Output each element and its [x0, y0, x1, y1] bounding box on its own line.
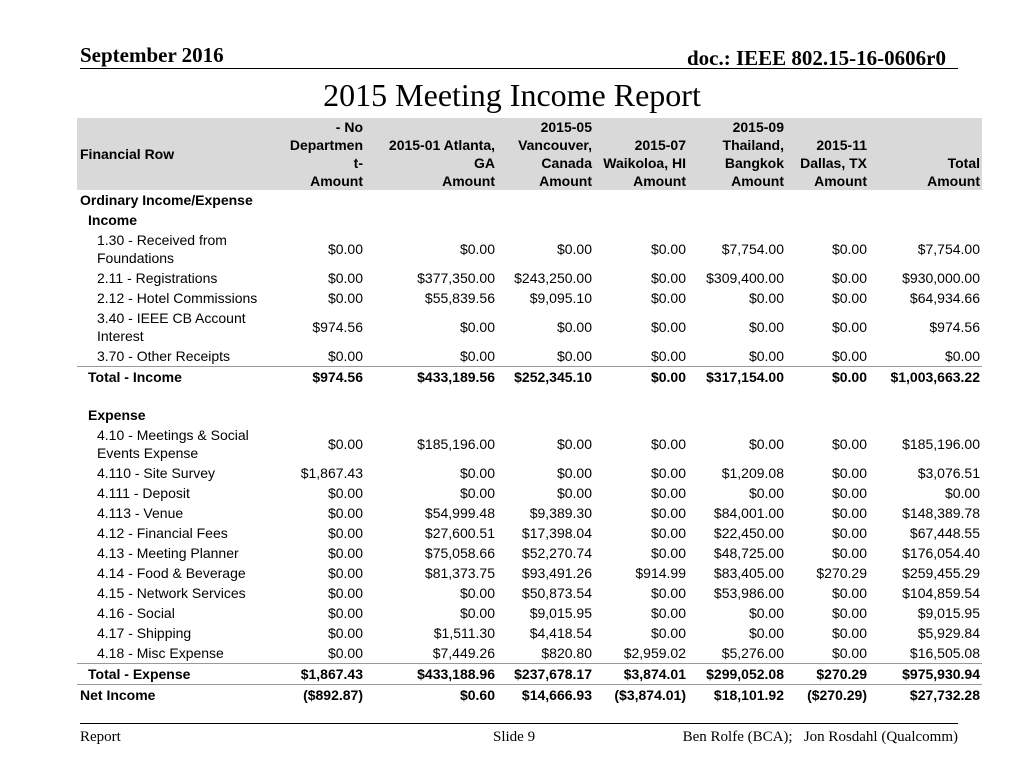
cell-value: $0.00	[327, 605, 363, 621]
row-label: 4.14 - Food & Beverage	[97, 565, 246, 581]
cell-value: $3,076.51	[917, 465, 980, 481]
table-row	[77, 308, 982, 346]
cell-value: $0.00	[327, 545, 363, 561]
table-row	[77, 346, 982, 367]
table-row	[77, 288, 982, 308]
cell-value: $0.00	[327, 585, 363, 601]
cell-value: $0.00	[831, 436, 867, 452]
section-row-ordinary	[77, 190, 982, 210]
cell-value: $1,867.43	[300, 465, 363, 481]
cell-value: $0.00	[556, 485, 592, 501]
cell-value: $377,350.00	[417, 270, 495, 286]
row-label: 4.113 - Venue	[97, 505, 184, 521]
cell-value: $820.80	[541, 645, 592, 661]
cell-value: $4,418.54	[529, 625, 592, 641]
cell-value: $0.00	[831, 645, 867, 661]
cell-value: $0.00	[650, 545, 686, 561]
cell-value: $53,986.00	[713, 585, 784, 601]
header-financial-row: Financial Row	[77, 118, 280, 190]
cell-value: $9,389.30	[529, 505, 592, 521]
cell-value: $0.00	[459, 241, 495, 257]
cell-value: $185,196.00	[902, 436, 980, 452]
table-row	[77, 230, 982, 268]
row-label: 3.70 - Other Receipts	[97, 348, 231, 364]
cell-value: $0.00	[459, 465, 495, 481]
cell-value: $67,448.55	[909, 525, 980, 541]
cell-value: $0.00	[831, 348, 867, 364]
table-row	[77, 583, 982, 603]
cell-value: $0.00	[650, 585, 686, 601]
cell-value: $0.00	[650, 348, 686, 364]
cell-value: $50,873.54	[521, 585, 592, 601]
footer-authors: Ben Rolfe (BCA); Jon Rosdahl (Qualcomm)	[682, 729, 958, 745]
cell-value: $1,511.30	[433, 625, 495, 641]
cell-value: $55,839.56	[424, 290, 495, 306]
cell-value: $974.56	[280, 367, 365, 388]
cell-value: $7,754.00	[721, 241, 784, 257]
cell-value: $3,874.01	[594, 664, 688, 685]
cell-value: $1,003,663.22	[869, 367, 982, 388]
cell-value: $0.60	[365, 685, 497, 706]
cell-value: $9,015.95	[917, 605, 980, 621]
cell-value: ($892.87)	[280, 685, 365, 706]
row-label: Ordinary Income/Expense	[80, 192, 253, 208]
cell-value: $975,930.94	[869, 664, 982, 685]
cell-value: $0.00	[786, 367, 869, 388]
cell-value: $0.00	[650, 241, 686, 257]
row-label: Total - Income	[77, 367, 280, 388]
header-doc-id: doc.: IEEE 802.15-16-0606r0	[687, 46, 946, 70]
table-row	[77, 603, 982, 623]
header-dallas: 2015-11 Dallas, TX Amount	[786, 118, 869, 190]
row-label: 4.111 - Deposit	[97, 485, 190, 501]
cell-value: $0.00	[327, 645, 363, 661]
cell-value: ($270.29)	[786, 685, 869, 706]
cell-value: $148,389.78	[902, 505, 980, 521]
header-total: Total Amount	[869, 118, 982, 190]
row-label: Income	[88, 212, 138, 228]
cell-value: $83,405.00	[713, 565, 784, 581]
cell-value: $0.00	[650, 436, 686, 452]
cell-value: $0.00	[556, 436, 592, 452]
footer-divider	[80, 723, 958, 724]
header-date: September 2016	[80, 43, 224, 67]
cell-value: $0.00	[327, 525, 363, 541]
row-label: 4.13 - Meeting Planner	[97, 545, 239, 561]
section-row-income	[77, 210, 982, 230]
cell-value: $0.00	[650, 319, 686, 335]
cell-value: $14,666.93	[497, 685, 594, 706]
header-waikoloa: 2015-07 Waikoloa, HI Amount	[594, 118, 688, 190]
income-report-table	[77, 118, 982, 705]
row-label: 4.10 - Meetings & Social Events Expense	[97, 427, 249, 461]
cell-value: $237,678.17	[497, 664, 594, 685]
cell-value: $0.00	[748, 319, 784, 335]
cell-value: $52,270.74	[521, 545, 592, 561]
table-header-row	[77, 118, 982, 190]
cell-value: $0.00	[831, 270, 867, 286]
cell-value: $0.00	[748, 625, 784, 641]
cell-value: $0.00	[556, 241, 592, 257]
cell-value: $81,373.75	[424, 565, 495, 581]
cell-value: $9,015.95	[529, 605, 592, 621]
cell-value: $7,449.26	[432, 645, 495, 661]
row-label: 4.17 - Shipping	[97, 625, 192, 641]
cell-value: $0.00	[556, 348, 592, 364]
cell-value: $0.00	[650, 505, 686, 521]
net-income-row	[77, 685, 982, 706]
cell-value: $0.00	[831, 505, 867, 521]
row-label: 4.110 - Site Survey	[97, 465, 216, 481]
table-row	[77, 425, 982, 463]
table-row	[77, 543, 982, 563]
cell-value: $974.56	[312, 319, 363, 335]
cell-value: $0.00	[831, 545, 867, 561]
cell-value: $0.00	[831, 525, 867, 541]
row-label: 4.12 - Financial Fees	[97, 525, 228, 541]
cell-value: $0.00	[594, 367, 688, 388]
row-label: 1.30 - Received from Foundations	[97, 232, 227, 266]
cell-value: $1,209.08	[721, 465, 784, 481]
table-row	[77, 523, 982, 543]
cell-value: $0.00	[459, 319, 495, 335]
cell-value: $0.00	[748, 348, 784, 364]
cell-value: $0.00	[327, 436, 363, 452]
table-row	[77, 623, 982, 643]
cell-value: $0.00	[327, 270, 363, 286]
cell-value: $0.00	[459, 348, 495, 364]
cell-value: $16,505.08	[909, 645, 980, 661]
cell-value: $270.29	[816, 565, 867, 581]
row-label: 4.18 - Misc Expense	[97, 645, 224, 661]
row-label: 4.16 - Social	[97, 605, 175, 621]
cell-value: $54,999.48	[424, 505, 495, 521]
cell-value: $5,276.00	[721, 645, 784, 661]
cell-value: $0.00	[327, 348, 363, 364]
cell-value: $0.00	[748, 485, 784, 501]
cell-value: ($3,874.01)	[594, 685, 688, 706]
cell-value: $0.00	[831, 465, 867, 481]
cell-value: $0.00	[327, 241, 363, 257]
cell-value: $0.00	[327, 290, 363, 306]
cell-value: $7,754.00	[917, 241, 980, 257]
cell-value: $0.00	[327, 505, 363, 521]
row-label: Expense	[88, 407, 146, 423]
cell-value: $22,450.00	[713, 525, 784, 541]
cell-value: $914.99	[635, 565, 686, 581]
cell-value: $64,934.66	[909, 290, 980, 306]
cell-value: $0.00	[748, 290, 784, 306]
cell-value: $0.00	[748, 605, 784, 621]
cell-value: $0.00	[650, 485, 686, 501]
cell-value: $75,058.66	[424, 545, 495, 561]
cell-value: $27,732.28	[869, 685, 982, 706]
row-label: Net Income	[77, 685, 280, 706]
cell-value: $259,455.29	[902, 565, 980, 581]
cell-value: $0.00	[556, 465, 592, 481]
cell-value: $0.00	[459, 605, 495, 621]
cell-value: $317,154.00	[688, 367, 786, 388]
cell-value: $0.00	[944, 485, 980, 501]
cell-value: $17,398.04	[521, 525, 592, 541]
footer-left: Report	[80, 729, 121, 745]
cell-value: $27,600.51	[424, 525, 495, 541]
cell-value: $433,188.96	[365, 664, 497, 685]
cell-value: $0.00	[459, 485, 495, 501]
cell-value: $930,000.00	[902, 270, 980, 286]
cell-value: $0.00	[944, 348, 980, 364]
cell-value: $243,250.00	[514, 270, 592, 286]
cell-value: $93,491.26	[521, 565, 592, 581]
header-no-department: - No Departmen t- Amount	[280, 118, 365, 190]
cell-value: $176,054.40	[902, 545, 980, 561]
total-income-row	[77, 367, 982, 388]
cell-value: $84,001.00	[713, 505, 784, 521]
cell-value: $0.00	[327, 625, 363, 641]
section-row-expense	[77, 405, 982, 425]
table-row	[77, 268, 982, 288]
spacer-row	[77, 387, 982, 405]
cell-value: $0.00	[831, 485, 867, 501]
cell-value: $0.00	[650, 525, 686, 541]
spacer-cell	[77, 387, 982, 405]
cell-value: $1,867.43	[280, 664, 365, 685]
table-row	[77, 463, 982, 483]
cell-value: $104,859.54	[902, 585, 980, 601]
row-label: 3.40 - IEEE CB Account Interest	[97, 310, 246, 344]
cell-value: $0.00	[831, 625, 867, 641]
cell-value: $0.00	[650, 605, 686, 621]
table-row	[77, 503, 982, 523]
cell-value: $0.00	[831, 585, 867, 601]
cell-value: $18,101.92	[688, 685, 786, 706]
cell-value: $0.00	[327, 485, 363, 501]
header-vancouver: 2015-05 Vancouver, Canada Amount	[497, 118, 594, 190]
cell-value: $0.00	[831, 290, 867, 306]
cell-value: $433,189.56	[365, 367, 497, 388]
cell-value: $0.00	[327, 565, 363, 581]
cell-value: $2,959.02	[623, 645, 686, 661]
cell-value: $974.56	[929, 319, 980, 335]
cell-value: $5,929.84	[917, 625, 980, 641]
cell-value: $9,095.10	[529, 290, 592, 306]
cell-value: $0.00	[831, 241, 867, 257]
row-label: 4.15 - Network Services	[97, 585, 246, 601]
row-label: 2.12 - Hotel Commissions	[97, 290, 258, 306]
total-expense-row	[77, 664, 982, 685]
header-divider	[80, 68, 958, 69]
cell-value: $270.29	[786, 664, 869, 685]
cell-value: $48,725.00	[713, 545, 784, 561]
footer-slide-number: Slide 9	[493, 729, 536, 745]
cell-value: $0.00	[650, 625, 686, 641]
cell-value: $0.00	[831, 319, 867, 335]
cell-value: $299,052.08	[688, 664, 786, 685]
cell-value: $252,345.10	[497, 367, 594, 388]
cell-value: $0.00	[748, 436, 784, 452]
table-row	[77, 643, 982, 664]
cell-value: $185,196.00	[417, 436, 495, 452]
cell-value: $0.00	[650, 290, 686, 306]
row-label: 2.11 - Registrations	[97, 270, 218, 286]
cell-value: $0.00	[650, 270, 686, 286]
cell-value: $0.00	[459, 585, 495, 601]
cell-value: $309,400.00	[706, 270, 784, 286]
table-row	[77, 563, 982, 583]
cell-value: $0.00	[556, 319, 592, 335]
header-atlanta: 2015-01 Atlanta, GA Amount	[365, 118, 497, 190]
row-label: Total - Expense	[77, 664, 280, 685]
cell-value: $0.00	[650, 465, 686, 481]
cell-value: $0.00	[831, 605, 867, 621]
table-row	[77, 483, 982, 503]
header-bangkok: 2015-09 Thailand, Bangkok Amount	[688, 118, 786, 190]
report-title: 2015 Meeting Income Report	[323, 77, 701, 113]
